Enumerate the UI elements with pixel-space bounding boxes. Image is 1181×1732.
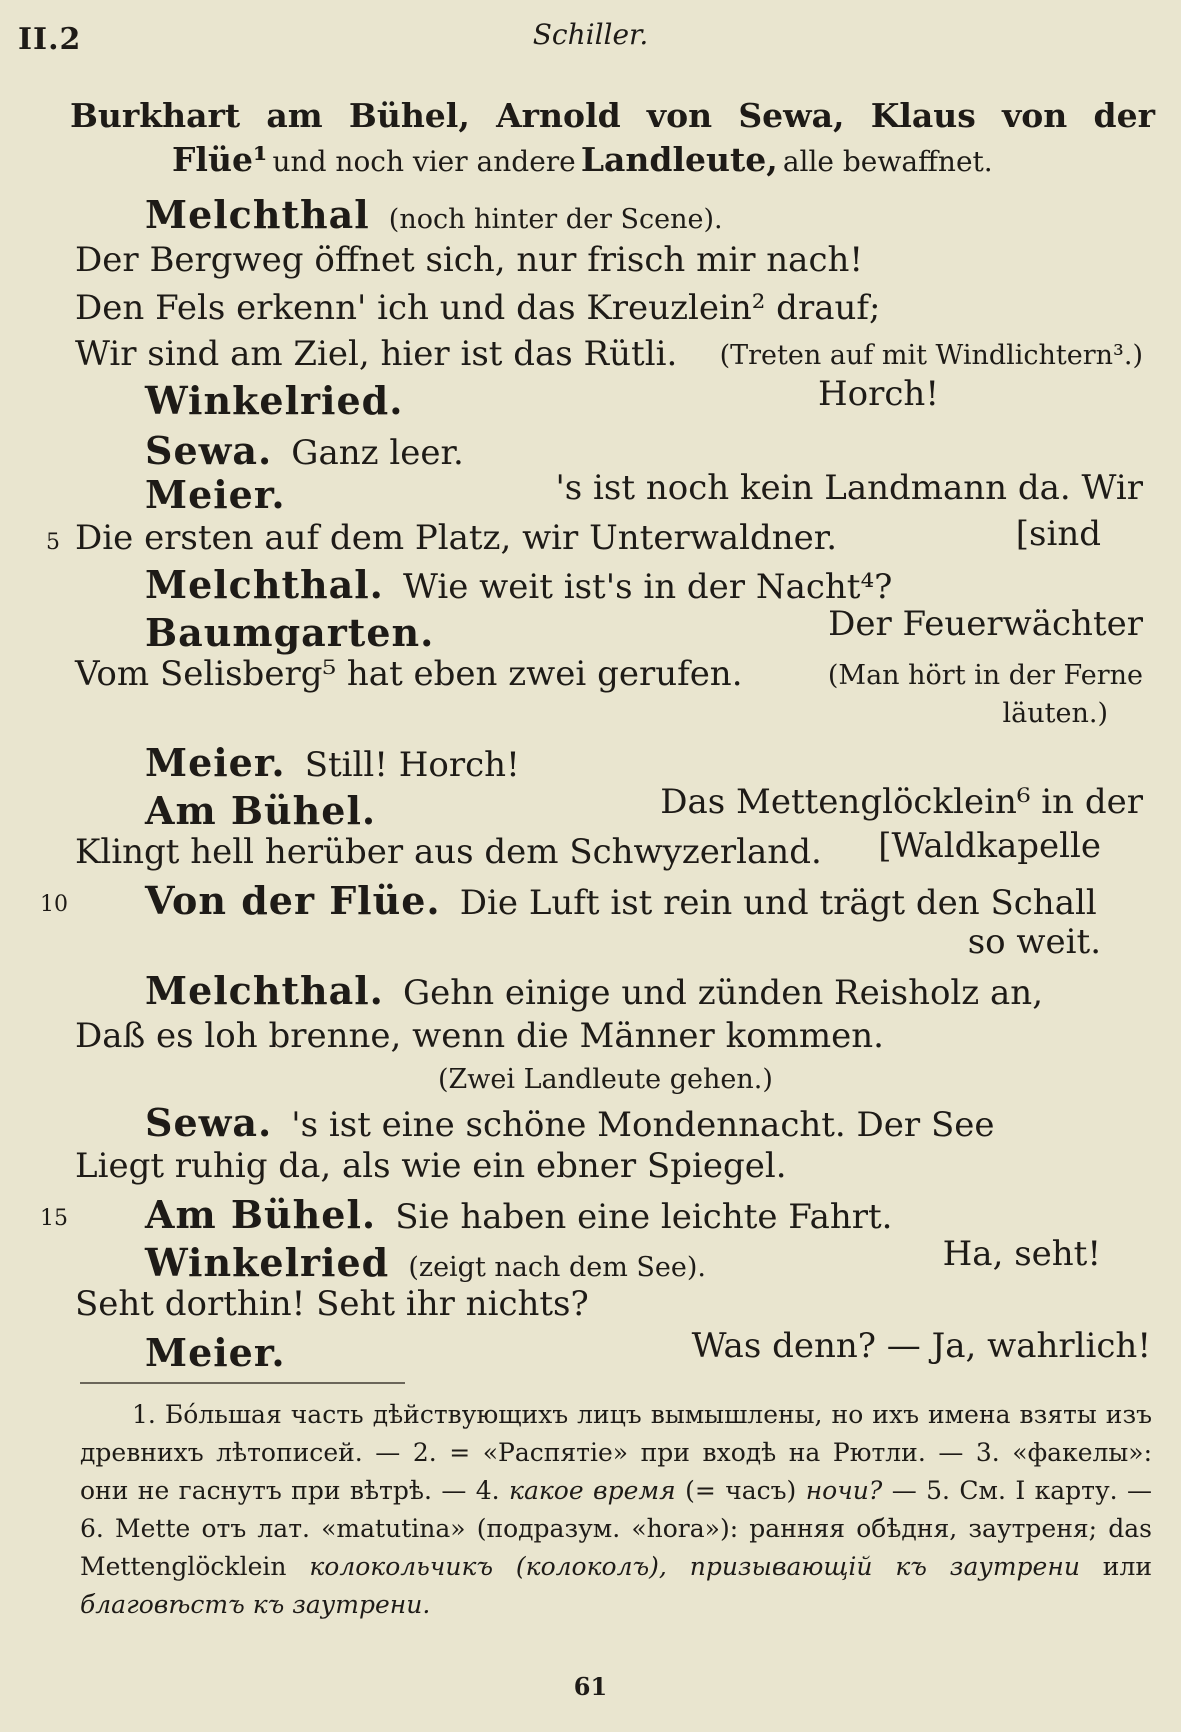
speaker-name: Melchthal — [145, 192, 370, 237]
verse-text: 's ist eine schöne Mondennacht. Der See — [291, 1105, 995, 1145]
verse-line: Klingt hell herüber aus dem Schwyzerland. — [75, 832, 822, 872]
cast-text: und noch vier andere — [272, 145, 576, 178]
footnote-text: 1. Бóльшая часть дѣйствующихъ лицъ вымышлены, но ихъ имена взяты изъ древнихъ лѣтописей. — 2. = «Распятіе» при входѣ на Рютли. — 3. «факелы»: они не гаснутъ при вѣтрѣ. — 4. — [80, 1400, 1152, 1505]
verse-fragment: [Waldkapelle — [878, 826, 1101, 866]
speaker-name: Melchthal. — [145, 562, 384, 607]
speaker-name: Sewa. — [145, 428, 273, 473]
verse-line: Seht dorthin! Seht ihr nichts? — [75, 1284, 589, 1324]
speaker-name: Melchthal. — [145, 968, 384, 1013]
speaker-name: Am Bühel. — [145, 1192, 377, 1237]
footnote-text: — 5. См. I карту. — 6. Mette отъ лат. «matutina» (подразум. «hora»): ранняя обѣдня, заутреня; das Mettenglöcklein — [80, 1476, 1153, 1581]
verse-fragment: Der Feuerwächter — [828, 604, 1143, 644]
footnote-text: или — [1102, 1552, 1152, 1581]
dialogue-line — [145, 968, 1043, 1013]
section-number: II.2 — [18, 22, 82, 57]
footnote-italic: колокольчикъ (колоколъ), призывающій къ заутрени — [309, 1552, 1080, 1581]
stage-direction: läuten.) — [1002, 698, 1108, 729]
verse-text: Sie haben eine leichte Fahrt. — [395, 1197, 893, 1237]
footnote-italic: какое время — [509, 1476, 676, 1505]
verse-fragment: Das Mettenglöcklein⁶ in der — [660, 782, 1143, 822]
line-number: 15 — [40, 1206, 68, 1231]
cast-tail: alle bewaffnet. — [782, 145, 993, 178]
dialogue-line — [145, 1192, 892, 1237]
page-number: 61 — [573, 1672, 608, 1701]
dialogue-line — [145, 1240, 706, 1285]
footnote-text: (= часъ) — [685, 1476, 797, 1505]
verse-line: Den Fels erkenn' ich und das Kreuzlein² drauf; — [75, 288, 881, 328]
verse-line: Liegt ruhig da, als wie ein ebner Spiegel. — [75, 1146, 787, 1186]
speaker-name: Baumgarten. — [145, 610, 435, 655]
verse-fragment: Was denn? — Ja, wahrlich! — [691, 1326, 1151, 1366]
footnote-rule — [80, 1382, 405, 1384]
verse-line: Vom Selisberg⁵ hat eben zwei gerufen. — [75, 654, 743, 694]
cast-line-1: Burkhart am Bühel, Arnold von Sewa, Klaus von der — [70, 96, 1155, 135]
verse-line: Daß es loh brenne, wenn die Männer kommen. — [75, 1016, 884, 1056]
dialogue-line — [145, 1100, 995, 1145]
speaker-name: Sewa. — [145, 1100, 273, 1145]
verse-text: Die Luft ist rein und trägt den Schall — [459, 883, 1097, 923]
footnote-italic: благовѣстъ къ заутрени. — [80, 1590, 431, 1619]
stage-direction: (Treten auf mit Windlichtern³.) — [719, 340, 1143, 371]
speaker-name: Von der Flüe. — [145, 878, 441, 923]
speaker-name: Winkelried. — [145, 378, 404, 423]
dialogue-line — [145, 192, 723, 237]
verse-text: Gehn einige und zünden Reisholz an, — [403, 973, 1044, 1013]
cast-name-flue: Flüe¹ — [172, 140, 268, 179]
footnote-italic: ночи? — [805, 1476, 883, 1505]
speaker-name: Am Bühel. — [145, 788, 377, 833]
speaker-name: Meier. — [145, 472, 286, 517]
dialogue-line — [145, 740, 520, 785]
speaker-name: Meier. — [145, 1330, 286, 1375]
cast-landleute: Landleute, — [580, 140, 778, 179]
verse-line: Der Bergweg öffnet sich, nur frisch mir nach! — [75, 240, 864, 280]
line-number: 5 — [46, 530, 60, 555]
stage-direction: (Zwei Landleute gehen.) — [438, 1064, 773, 1095]
line-number: 10 — [40, 892, 68, 917]
stage-direction: (zeigt nach dem See). — [408, 1252, 706, 1283]
verse-fragment: so weit. — [967, 922, 1101, 962]
speaker-name: Meier. — [145, 740, 286, 785]
footnotes — [80, 1396, 1152, 1624]
verse-line: Wir sind am Ziel, hier ist das Rütli. — [75, 334, 678, 374]
dialogue-line — [145, 878, 1097, 923]
speaker-name: Winkelried — [145, 1240, 390, 1285]
stage-direction: (Man hört in der Ferne — [827, 660, 1143, 691]
verse-text: Wie weit ist's in der Nacht⁴? — [403, 567, 893, 607]
verse-text: Ganz leer. — [291, 433, 464, 473]
verse-fragment: 's ist noch kein Landmann da. Wir — [555, 468, 1143, 508]
dialogue-line — [145, 428, 464, 473]
verse-text: Still! Horch! — [304, 745, 520, 785]
verse-fragment: Horch! — [818, 374, 939, 414]
dialogue-line — [145, 562, 892, 607]
verse-fragment: [sind — [1015, 514, 1101, 554]
stage-direction: (noch hinter der Scene). — [388, 204, 723, 235]
verse-line: Die ersten auf dem Platz, wir Unterwaldner. — [75, 518, 838, 558]
cast-line-2 — [172, 140, 993, 179]
verse-fragment: Ha, seht! — [942, 1234, 1101, 1274]
running-head: Schiller. — [532, 18, 649, 51]
